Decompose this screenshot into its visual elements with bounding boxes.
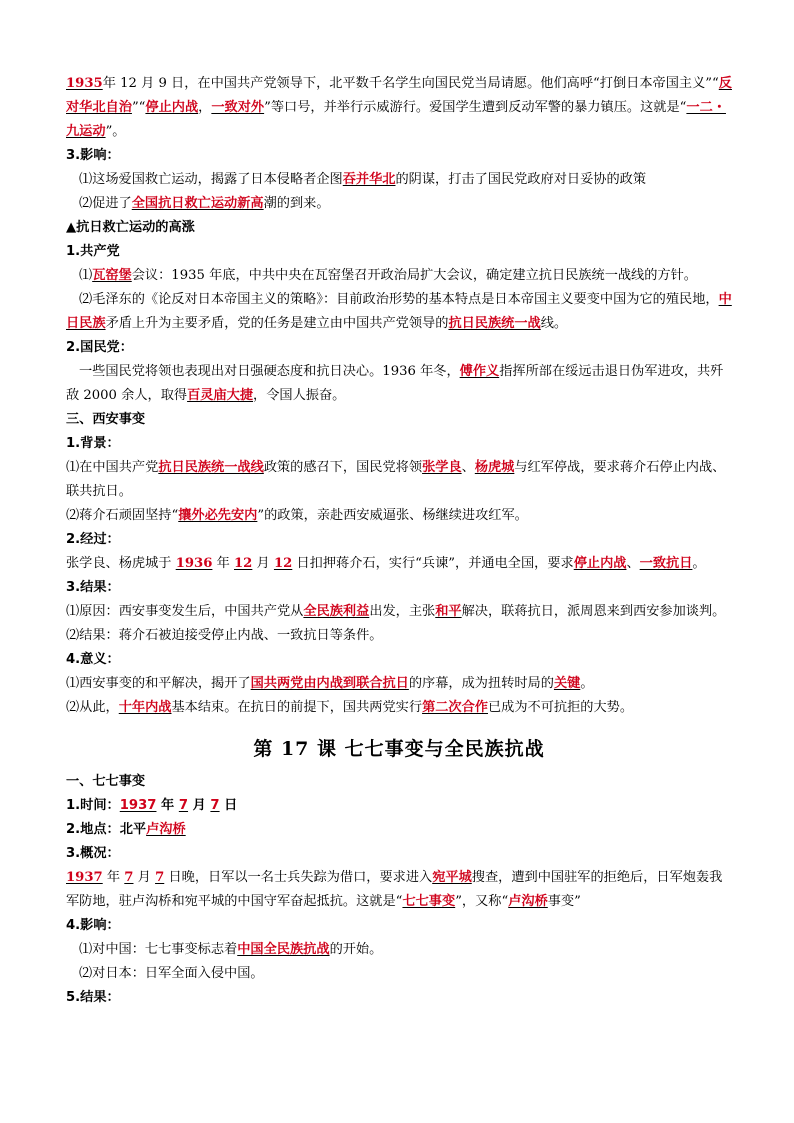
body-paragraph: [66, 168, 732, 192]
key-term: 七七事变: [402, 894, 456, 909]
text-run: 的序幕，成为扭转时局的: [408, 676, 554, 691]
text-run: 3.结果：: [66, 580, 120, 595]
key-term: 停止内战: [573, 556, 627, 571]
body-paragraph: [66, 552, 732, 576]
key-term: 吞并华北: [342, 172, 396, 187]
text-run: ▲抗日救亡运动的高涨: [66, 220, 195, 235]
body-paragraph: [66, 696, 732, 720]
key-term: 1936: [175, 556, 213, 571]
key-term: 卢沟桥: [146, 822, 186, 837]
section-heading: [66, 770, 732, 794]
body-paragraph: [66, 360, 732, 408]
text-run: ，令国人振奋。: [253, 388, 346, 403]
key-term: 一二・九运动: [66, 100, 726, 139]
body-paragraph: [66, 264, 732, 288]
text-run: 年: [102, 870, 125, 885]
section-heading: [66, 914, 732, 938]
text-run: 2.国民党：: [66, 340, 133, 355]
body-paragraph: [66, 624, 732, 648]
text-run: 解决，联蒋抗日，派周恩来到西安参加谈判。: [461, 604, 726, 619]
text-run: 的开始。: [329, 942, 383, 957]
text-run: 年: [156, 798, 179, 813]
key-term: 卢沟桥: [508, 894, 548, 909]
text-run: 已成为不可抗拒的大势。: [488, 700, 634, 715]
section-heading: [66, 794, 732, 818]
key-term: 停止内战: [145, 100, 199, 115]
key-term: 和平: [435, 604, 462, 619]
text-run: 一、七七事变: [66, 774, 146, 789]
text-run: 日晚，日军以一名士兵失踪为借口，要求进入: [164, 870, 433, 885]
text-run: 日: [219, 798, 238, 813]
key-term: 杨虎城: [474, 460, 515, 475]
document-page: [66, 72, 732, 1010]
section-heading: [66, 408, 732, 432]
text-run: 基本结束。在抗日的前提下，国共两党实行: [171, 700, 423, 715]
body-paragraph: [66, 456, 732, 504]
text-run: 年 12 月 9 日，在中国共产党领导下，北平数千名学生向国民党当局请愿。他们高呼“打倒日本帝国主义”“: [102, 76, 719, 91]
text-run: ⑵对日本：日军全面入侵中国。: [79, 966, 264, 981]
text-run: 月: [252, 556, 274, 571]
key-term: 反对华北自治: [66, 76, 732, 115]
text-run: 4.影响：: [66, 918, 120, 933]
text-run: ，: [198, 100, 212, 115]
section-heading: [66, 528, 732, 552]
text-run: 1.背景：: [66, 436, 120, 451]
text-run: ⑴: [79, 268, 93, 283]
text-run: 5.结果：: [66, 990, 120, 1005]
text-run: ⑵蒋介石顽固坚持“: [66, 508, 179, 523]
text-run: 政策的感召下，国民党将领: [263, 460, 423, 475]
lesson-title: [66, 734, 732, 764]
text-run: 搜查，遭到中国驻军的拒绝后，日军炮轰我军防地，驻卢沟桥和宛平城的中国守军奋起抵抗。这就是“: [66, 870, 723, 909]
text-run: ⑵结果：蒋介石被迫接受停止内战、一致抗日等条件。: [66, 628, 383, 643]
body-paragraph: [66, 938, 732, 962]
section-heading: [66, 240, 732, 264]
text-run: ”“: [131, 100, 146, 115]
section-heading: [66, 986, 732, 1010]
text-run: 。: [692, 556, 706, 571]
text-run: ⑴对中国：七七事变标志着: [79, 942, 238, 957]
key-term: 一致抗日: [639, 556, 693, 571]
text-run: ⑴原因：西安事变发生后，中国共产党从: [66, 604, 304, 619]
key-term: 12: [273, 556, 293, 571]
section-heading: [66, 216, 732, 240]
key-term: 傅作义: [459, 364, 500, 379]
text-run: ⑵促进了: [79, 196, 132, 211]
text-run: 的阴谋，打击了国民党政府对日妥协的政策: [395, 172, 647, 187]
text-run: 4.意义：: [66, 652, 120, 667]
key-term: 7: [124, 870, 134, 885]
key-term: 1935: [66, 76, 103, 91]
section-heading: [66, 576, 732, 600]
text-run: 三、西安事变: [66, 412, 146, 427]
key-term: 攘外必先安内: [178, 508, 258, 523]
section-heading: [66, 648, 732, 672]
section-heading: [66, 818, 732, 842]
text-run: 。: [580, 676, 594, 691]
key-term: 7: [178, 798, 189, 813]
text-run: ”，又称“: [455, 894, 509, 909]
key-term: 1937: [119, 798, 157, 813]
key-term: 一致对外: [211, 100, 265, 115]
text-run: 月: [188, 798, 211, 813]
text-run: 指挥所部在绥远击退日伪军进攻，共歼敌 2000 余人，取得: [66, 364, 724, 403]
key-term: 关键: [553, 676, 581, 691]
body-paragraph: [66, 672, 732, 696]
text-run: 与红军停战，要求蒋介石停止内战、联共抗日。: [66, 460, 726, 499]
section-heading: [66, 842, 732, 866]
text-run: 、: [461, 460, 475, 475]
body-paragraph: [66, 600, 732, 624]
text-run: 1.共产党: [66, 244, 120, 259]
key-term: 十年内战: [118, 700, 172, 715]
text-run: ⑴这场爱国救亡运动，揭露了日本侵略者企图: [79, 172, 343, 187]
key-term: 全国抗日救亡运动新高: [131, 196, 264, 211]
section-heading: [66, 432, 732, 456]
key-term: 7: [155, 870, 165, 885]
key-term: 1937: [66, 870, 103, 885]
key-term: 抗日民族统一战线: [158, 460, 264, 475]
section-heading: [66, 336, 732, 360]
text-run: 月: [133, 870, 156, 885]
text-run: ⑵毛泽东的《论反对日本帝国主义的策略》：目前政治形势的基本特点是日本帝国主义要变中国为它的殖民地，: [79, 292, 719, 307]
key-term: 宛平城: [432, 870, 472, 885]
text-run: 年: [212, 556, 234, 571]
text-run: ”。: [105, 124, 126, 139]
text-run: 2.经过：: [66, 532, 120, 547]
body-paragraph: [66, 866, 732, 914]
text-run: 张学良、杨虎城于: [66, 556, 176, 571]
text-run: 1.时间：: [66, 798, 120, 813]
text-run: ⑴在中国共产党: [66, 460, 159, 475]
text-run: 会议：1935 年底，中共中央在瓦窑堡召开政治局扩大会议，确定建立抗日民族统一战线的方针。: [131, 268, 697, 283]
key-term: 抗日民族统一战: [448, 316, 541, 331]
text-run: ”的政策，亲赴西安威逼张、杨继续进攻红军。: [257, 508, 528, 523]
body-paragraph: [66, 962, 732, 986]
body-paragraph: [66, 72, 732, 144]
key-term: 百灵庙大捷: [187, 388, 254, 403]
text-run: 3.影响：: [66, 148, 120, 163]
text-run: 日扣押蒋介石，实行“兵谏”，并通电全国，要求: [292, 556, 574, 571]
text-run: 、: [626, 556, 640, 571]
text-run: 2.地点：北平: [66, 822, 147, 837]
text-run: 出发，主张: [369, 604, 436, 619]
text-run: 矛盾上升为主要矛盾，党的任务是建立由中国共产党领导的: [105, 316, 449, 331]
text-run: 事变”: [547, 894, 581, 909]
body-paragraph: [66, 504, 732, 528]
body-paragraph: [66, 288, 732, 336]
text-run: 第 17 课 七七事变与全民族抗战: [253, 738, 545, 760]
section-heading: [66, 144, 732, 168]
key-term: 张学良: [422, 460, 462, 475]
key-term: 全民族利益: [303, 604, 370, 619]
text-run: ⑴西安事变的和平解决，揭开了: [66, 676, 251, 691]
key-term: 国共两党由内战到联合抗日: [250, 676, 409, 691]
key-term: 12: [234, 556, 253, 571]
text-run: 一些国民党将领也表现出对日强硬态度和抗日决心。1936 年冬，: [79, 364, 460, 379]
key-term: 7: [210, 798, 220, 813]
key-term: 第二次合作: [422, 700, 488, 715]
text-run: ”等口号，并举行示威游行。爱国学生遭到反动军警的暴力镇压。这就是“: [264, 100, 687, 115]
text-run: ⑵从此，: [66, 700, 119, 715]
body-paragraph: [66, 192, 732, 216]
text-run: 线。: [540, 316, 568, 331]
key-term: 中国全民族抗战: [237, 942, 330, 957]
text-run: 3.概况：: [66, 846, 120, 861]
key-term: 中日民族: [66, 292, 732, 331]
key-term: 瓦窑堡: [92, 268, 132, 283]
text-run: 潮的到来。: [263, 196, 330, 211]
